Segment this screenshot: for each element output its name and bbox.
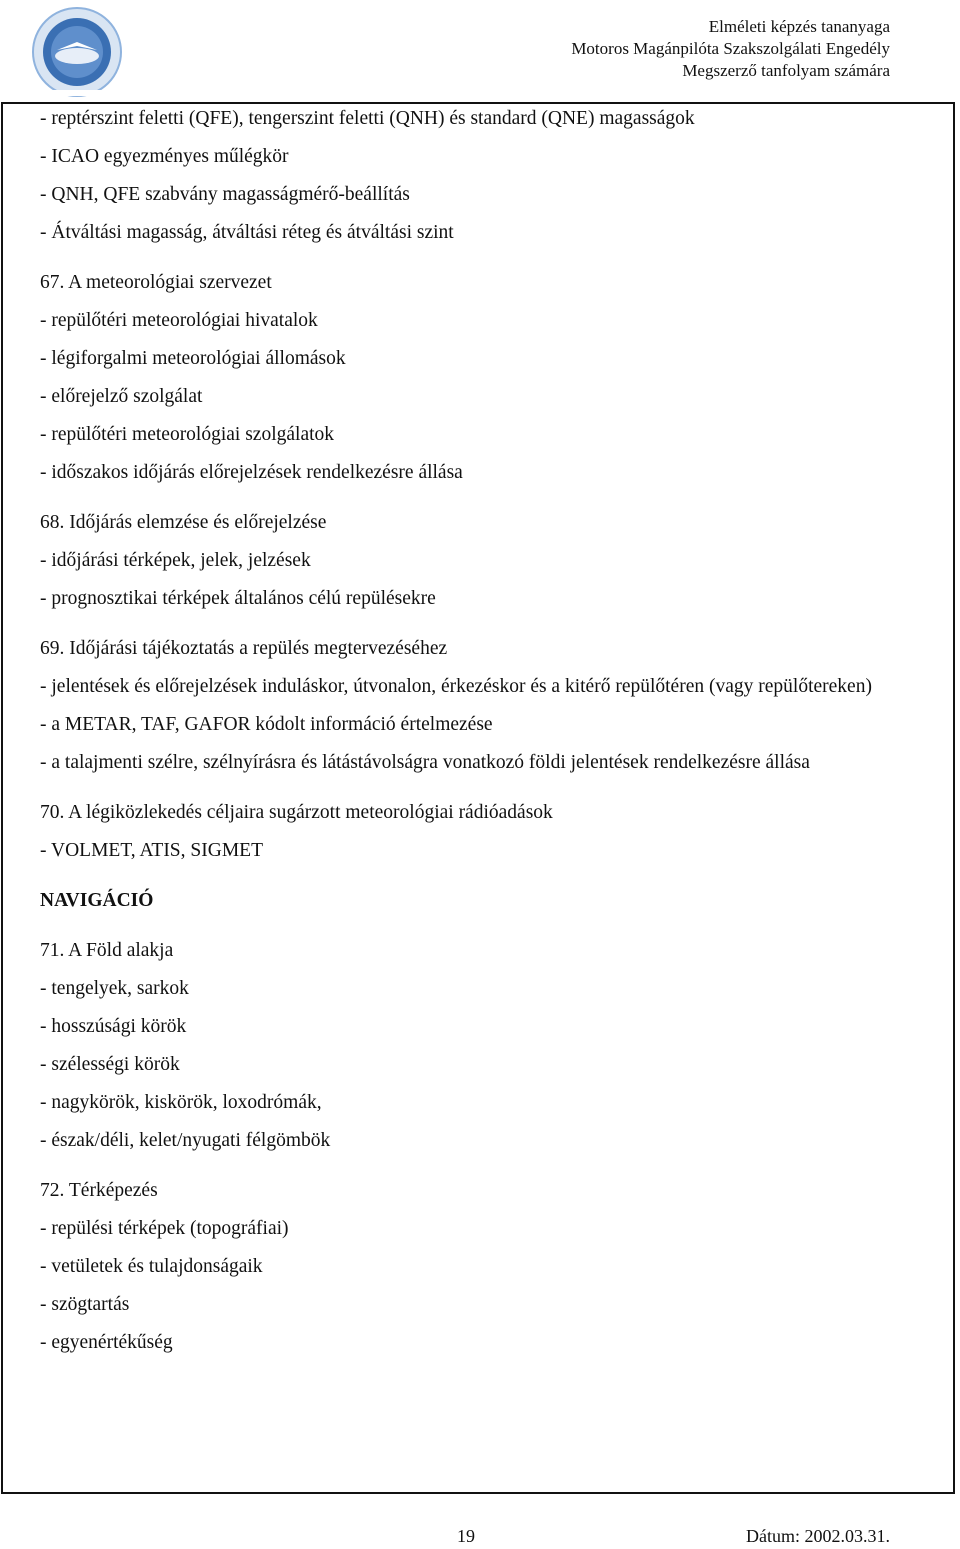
list-item: - légiforgalmi meteorológiai állomások [40,348,346,369]
list-item: - a talajmenti szélre, szélnyírásra és látástávolságra vonatkozó földi jelentések rendelkezésre állása [40,752,810,773]
list-item: - a METAR, TAF, GAFOR kódolt információ értelmezése [40,714,493,735]
list-item: - Átváltási magasság, átváltási réteg és átváltási szint [40,222,454,243]
list-item: - hosszúsági körök [40,1016,187,1037]
list-item: - reptérszint feletti (QFE), tengerszint feletti (QNH) és standard (QNE) magasságok [40,108,695,129]
list-item: - tengelyek, sarkok [40,978,189,999]
list-item: - repülőtéri meteorológiai szolgálatok [40,424,335,445]
list-item: - szélességi körök [40,1054,180,1075]
header-line-1: Elméleti képzés tananyaga [708,17,890,36]
header-line-3: Megszerző tanfolyam számára [682,61,890,80]
document-date: Dátum: 2002.03.31. [746,1526,890,1546]
list-item: - jelentések és előrejelzések induláskor, útvonalon, érkezéskor és a kitérő repülőtéren (vagy repülőtereken) [40,676,872,697]
section-heading-68: 68. Időjárás elemzése és előrejelzése [40,512,327,533]
list-item: - időjárási térképek, jelek, jelzések [40,550,311,571]
section-heading-70: 70. A légiközlekedés céljaira sugárzott meteorológiai rádióadások [40,802,553,823]
list-item: - QNH, QFE szabvány magasságmérő-beállítás [40,184,410,205]
page-number: 19 [457,1526,475,1546]
list-item: - repülőtéri meteorológiai hivatalok [40,310,318,331]
document-header [571,16,890,82]
list-item: - nagykörök, kiskörök, loxodrómák, [40,1092,322,1113]
list-item: - szögtartás [40,1294,130,1315]
list-item: - ICAO egyezményes műlégkör [40,146,289,167]
logo-seal-icon [27,6,127,100]
header-line-2: Motoros Magánpilóta Szakszolgálati Engedély [571,39,890,58]
organization-logo [27,6,127,100]
list-item: - prognosztikai térképek általános célú repülésekre [40,588,436,609]
list-item: - VOLMET, ATIS, SIGMET [40,840,263,861]
list-item: - vetületek és tulajdonságaik [40,1256,263,1277]
section-heading-67: 67. A meteorológiai szervezet [40,272,272,293]
list-item: - egyenértékűség [40,1332,173,1353]
chapter-title-navigation: NAVIGÁCIÓ [40,890,154,911]
list-item: - időszakos időjárás előrejelzések rendelkezésre állása [40,462,463,483]
section-heading-71: 71. A Föld alakja [40,940,174,961]
section-heading-69: 69. Időjárási tájékoztatás a repülés megtervezéséhez [40,638,448,659]
list-item: - észak/déli, kelet/nyugati félgömbök [40,1130,331,1151]
list-item: - előrejelző szolgálat [40,386,203,407]
section-heading-72: 72. Térképezés [40,1180,158,1201]
list-item: - repülési térképek (topográfiai) [40,1218,289,1239]
document-body [40,106,920,1368]
